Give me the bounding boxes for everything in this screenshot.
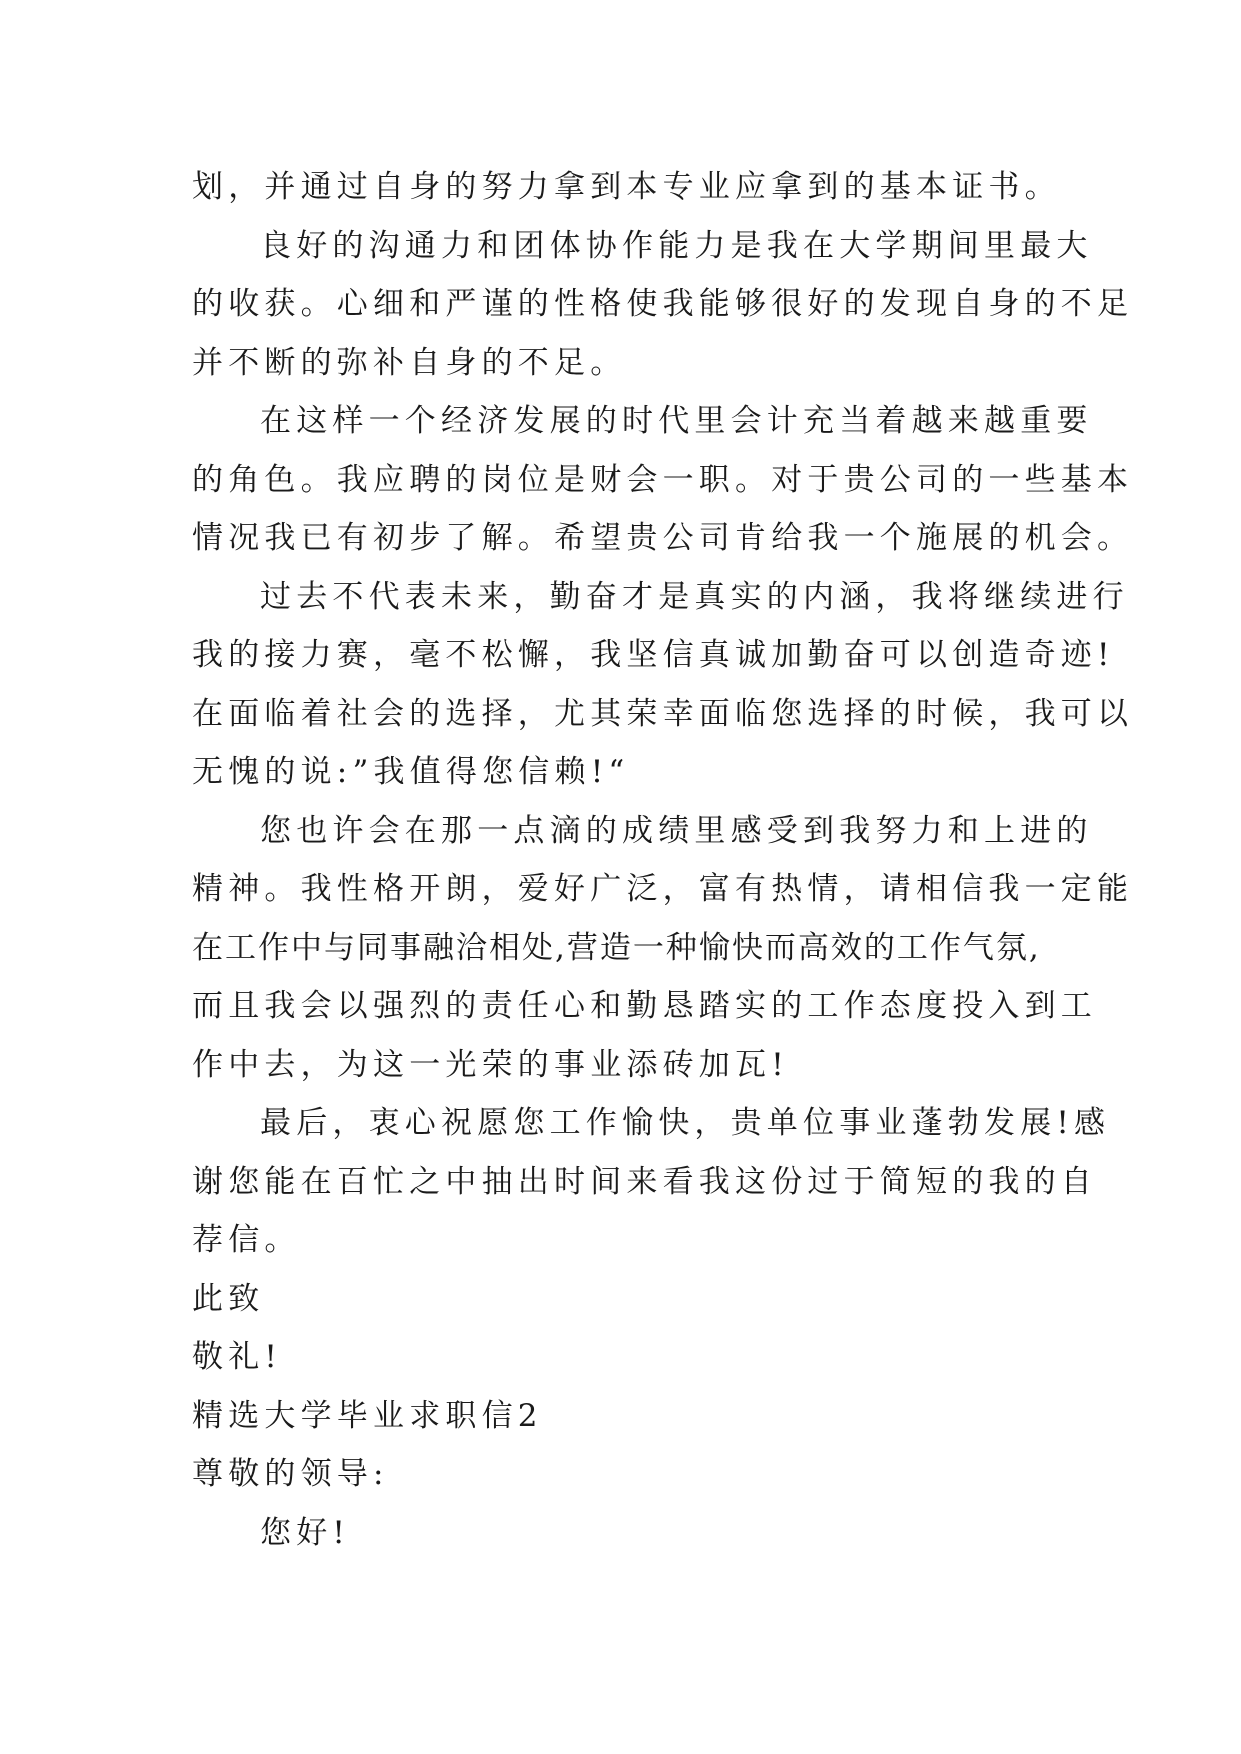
body-line: 我的接力赛，毫不松懈，我坚信真诚加勤奋可以创造奇迹!: [192, 637, 1115, 673]
body-line: 谢您能在百忙之中抽出时间来看我这份过于简短的我的自: [192, 1163, 1097, 1200]
body-line: 作中去，为这一光荣的事业添砖加瓦!: [192, 1046, 789, 1083]
body-line: 划，并通过自身的努力拿到本专业应拿到的基本证书。: [192, 169, 1061, 205]
body-line: 情况我已有初步了解。希望贵公司肯给我一个施展的机会。: [192, 520, 1134, 556]
salutation: 尊敬的领导:: [192, 1456, 389, 1492]
body-line: 而且我会以强烈的责任心和勤恳踏实的工作态度投入到工: [192, 988, 1097, 1024]
paragraph-first-line: 您也许会在那一点滴的成绩里感受到我努力和上进的: [260, 812, 1093, 849]
body-line: 的收获。心细和严谨的性格使我能够很好的发现自身的不足: [192, 286, 1134, 322]
body-line: 的角色。我应聘的岗位是财会一职。对于贵公司的一些基本: [192, 461, 1134, 498]
body-line: 无愧的说:”我值得您信赖!“: [192, 754, 630, 790]
paragraph-first-line: 最后，衷心祝愿您工作愉快，贵单位事业蓬勃发展!感: [260, 1105, 1111, 1141]
closing-line: 此致: [192, 1280, 265, 1317]
section-title: 精选大学毕业求职信2: [192, 1397, 543, 1434]
greeting: 您好!: [260, 1514, 351, 1551]
closing-salute: 敬礼!: [192, 1339, 283, 1375]
paragraph-first-line: 良好的沟通力和团体协作能力是我在大学期间里最大: [260, 227, 1093, 264]
body-line: 在面临着社会的选择，尤其荣幸面临您选择的时候，我可以: [192, 695, 1134, 732]
letter-body: [192, 158, 1134, 1562]
body-line: 精神。我性格开朗，爱好广泛，富有热情，请相信我一定能: [192, 871, 1134, 907]
body-line: 并不断的弥补自身的不足。: [192, 344, 627, 381]
body-line: 荐信。: [192, 1222, 301, 1258]
paragraph-first-line: 在这样一个经济发展的时代里会计充当着越来越重要: [260, 403, 1093, 439]
paragraph-first-line: 过去不代表未来，勤奋才是真实的内涵，我将继续进行: [260, 578, 1129, 615]
body-line: 在工作中与同事融洽相处,营造一种愉快而高效的工作气氛,: [192, 929, 1041, 966]
